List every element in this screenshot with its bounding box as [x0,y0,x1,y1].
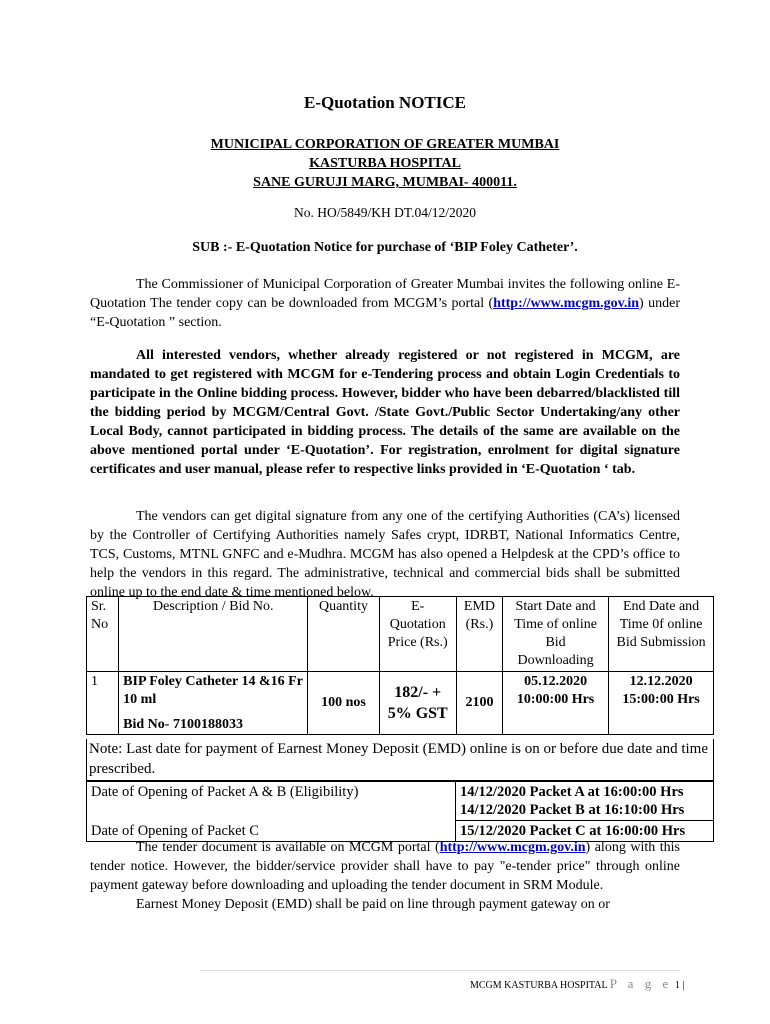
packet-c-date: 15/12/2020 Packet C at 16:00:00 Hrs [456,821,714,842]
table-row [87,672,714,735]
row-quantity: 100 nos [308,672,379,735]
header-quantity: Quantity [308,597,379,672]
bid-number: Bid No- 7100188033 [123,717,243,732]
row-price: 182/- + 5% GST [379,672,456,735]
row-end-date: 12.12.2020 15:00:00 Hrs [609,672,714,735]
intro-text-after: ) under “E-Quotation ” section. [90,296,680,330]
portal-link-2[interactable]: http://www.mcgm.gov.in [439,840,586,855]
reference-number: No. HO/5849/KH DT.04/12/2020 [294,205,476,220]
org-name: MUNICIPAL CORPORATION OF GREATER MUMBAI [210,137,560,152]
header-emd: EMD (Rs.) [456,597,502,672]
row-start-date: 05.12.2020 10:00:00 Hrs [503,672,609,735]
footer-divider [200,970,680,971]
registration-paragraph: All interested vendors, whether already registered or not registered in MCGM, are mandated to get registered with MCGM for e-Tendering process and obtain Login Credentials to participate in the Online bidding process. However, bidder who have been debarred/blacklisted till the bidding period by MCGM/Central Govt. /State Govt./Public Sector Undertaking/any other Local Body, cannot participated in bidding process. The details of the same are available on the above mentioned portal under ‘E-Quotation’. For registration, enrolment for digital signature certificates and user manual, please refer to respective links provided in ‘E-Quotation ‘ tab. [90,348,680,477]
subject-line: SUB :- E-Quotation Notice for purchase of ‘BIP Foley Catheter’. [192,240,578,255]
header-sr-no: Sr. No [87,597,119,672]
notice-title: E-Quotation NOTICE [304,93,466,112]
bid-table [86,596,714,735]
packet-a-date: 14/12/2020 Packet A at 16:00:00 Hrs [460,784,684,800]
header-start-date: Start Date and Time of online Bid Downloading [503,597,609,672]
emd-note: Note: Last date for payment of Earnest Money Deposit (EMD) online is on or before due date and time prescribed. [86,739,714,781]
opening-dates-table [86,781,714,842]
footer-page-number: 1 | [674,980,685,991]
page-footer [470,976,684,992]
packet-ab-label: Date of Opening of Packet A & B (Eligibility) [87,782,456,821]
org-header [0,135,770,192]
packet-ab-values [456,782,714,821]
emd-payment-text: Earnest Money Deposit (EMD) shall be paid on line through payment gateway on or [136,897,610,912]
tender-text-after: ) along with this tender notice. However, the bidder/service provider shall have to pay "e-tender price" through online payment gateway before downloading and uploading the tender document in SRM Module. [90,840,680,893]
footer-page-word: P a g e [609,976,673,991]
hospital-name: KASTURBA HOSPITAL [309,156,461,171]
packet-b-date: 14/12/2020 Packet B at 16:10:00 Hrs [460,802,685,818]
row-description [119,672,308,735]
header-description: Description / Bid No. [119,597,308,672]
row-sr-no: 1 [87,672,119,735]
row-emd: 2100 [456,672,502,735]
intro-paragraph [90,275,680,332]
portal-link[interactable]: http://www.mcgm.gov.in [493,296,640,311]
intro-text-before: The Commissioner of Municipal Corporation of Greater Mumbai invites the following online E-Quotation The tender copy can be downloaded from MCGM’s portal ( [90,277,680,311]
digital-signature-paragraph: The vendors can get digital signature from any one of the certifying Authorities (CA’s) licensed by the Controller of Certifying Authorities namely Safes crypt, IDRBT, National Informatics Centre, TCS, Customs, MTNL GNFC and e-Mudhra. MCGM has also opened a Helpdesk at the CPD’s office to help the vendors in this regard. The administrative, technical and commercial bids shall be submitted online up to the end date & time mentioned below. [90,509,680,600]
packet-ab-row [87,782,714,821]
tender-text-before: The tender document is available on MCGM portal ( [136,840,440,855]
header-end-date: End Date and Time 0f online Bid Submission [609,597,714,672]
packet-c-label: Date of Opening of Packet C [87,821,456,842]
footer-org: MCGM KASTURBA HOSPITAL [470,980,608,991]
item-description: BIP Foley Catheter 14 &16 Fr 10 ml [123,674,303,707]
header-price: E-Quotation Price (Rs.) [379,597,456,672]
bid-table-header [87,597,714,672]
tender-document-paragraph [90,838,680,914]
hospital-address: SANE GURUJI MARG, MUMBAI- 400011. [253,175,517,190]
